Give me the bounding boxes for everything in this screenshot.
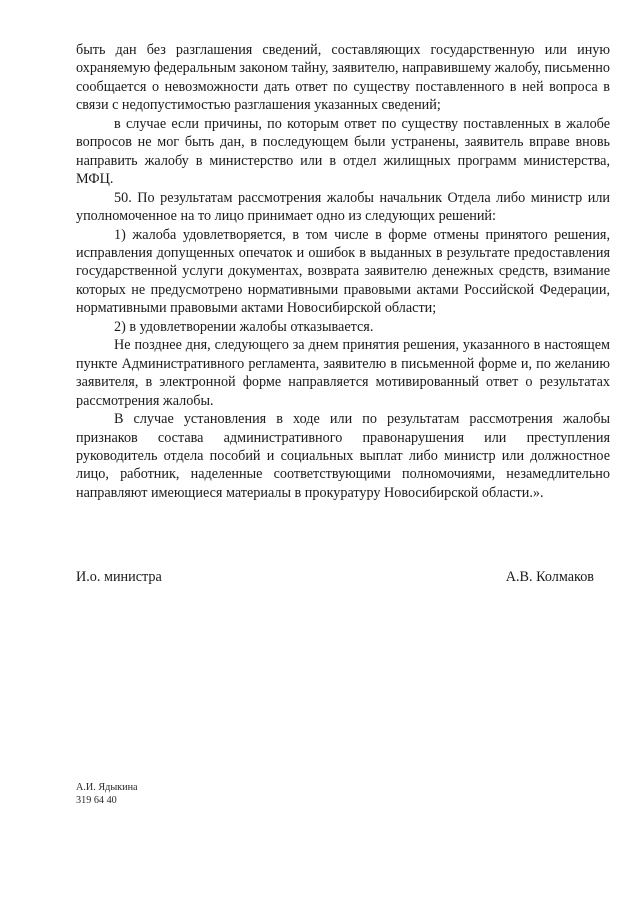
executor-phone: 319 64 40 bbox=[76, 795, 117, 806]
signatory-position: И.о. министра bbox=[76, 569, 162, 585]
paragraph-prosecutor-referral: В случае установления в ходе или по результатам рассмотрения жалобы признаков состава административного правонарушения или преступления руководитель отдела пособий и социальных выплат либо министр или должностное лицо, работник, наделенные соответствующими полномочиями, незамедлительно направляют имеющиеся материалы в прокуратуру Новосибирской области.». bbox=[76, 411, 610, 501]
executor-name: А.И. Ядыкина bbox=[76, 782, 138, 793]
paragraph-decision-refused: 2) в удовлетворении жалобы отказывается. bbox=[114, 318, 374, 335]
document-body bbox=[76, 41, 610, 502]
paragraph-response-deadline: Не позднее дня, следующего за днем принятия решения, указанного в настоящем пункте Административного регламента, заявителю в письменной форме и, по желанию заявителя, в электронной форме направляется мотивированный ответ о результатах рассмотрения жалобы. bbox=[76, 337, 610, 409]
signatory-name: А.В. Колмаков bbox=[505, 569, 594, 585]
paragraph-repeat-complaint: в случае если причины, по которым ответ по существу поставленных в жалобе вопросов не мог быть дан, в последующем были устранены, заявитель вправе вновь направить жалобу в министерство или в отдел жилищных программ министерства, МФЦ. bbox=[76, 115, 610, 188]
paragraph-decision-satisfied: 1) жалоба удовлетворяется, в том числе в форме отмены принятого решения, исправления допущенных опечаток и ошибок в выданных в результате предоставления государственной услуги документах, возврата заявителю денежных средств, взимание которых не предусмотрено нормативными правовыми актами Российской Федерации, нормативными правовыми актами Новосибирской области; bbox=[76, 226, 610, 317]
paragraph-item-50: 50. По результатам рассмотрения жалобы начальник Отдела либо министр или уполномоченное на то лицо принимает одно из следующих решений: bbox=[76, 189, 610, 225]
paragraph-continuation: быть дан без разглашения сведений, составляющих государственную или иную охраняемую федеральным законом тайну, заявителю, направившему жалобу, письменно сообщается о невозможности дать ответ по существу поставленного в ней вопроса в связи с недопустимостью разглашения указанных сведений; bbox=[76, 42, 610, 114]
executor-contact bbox=[76, 781, 138, 807]
